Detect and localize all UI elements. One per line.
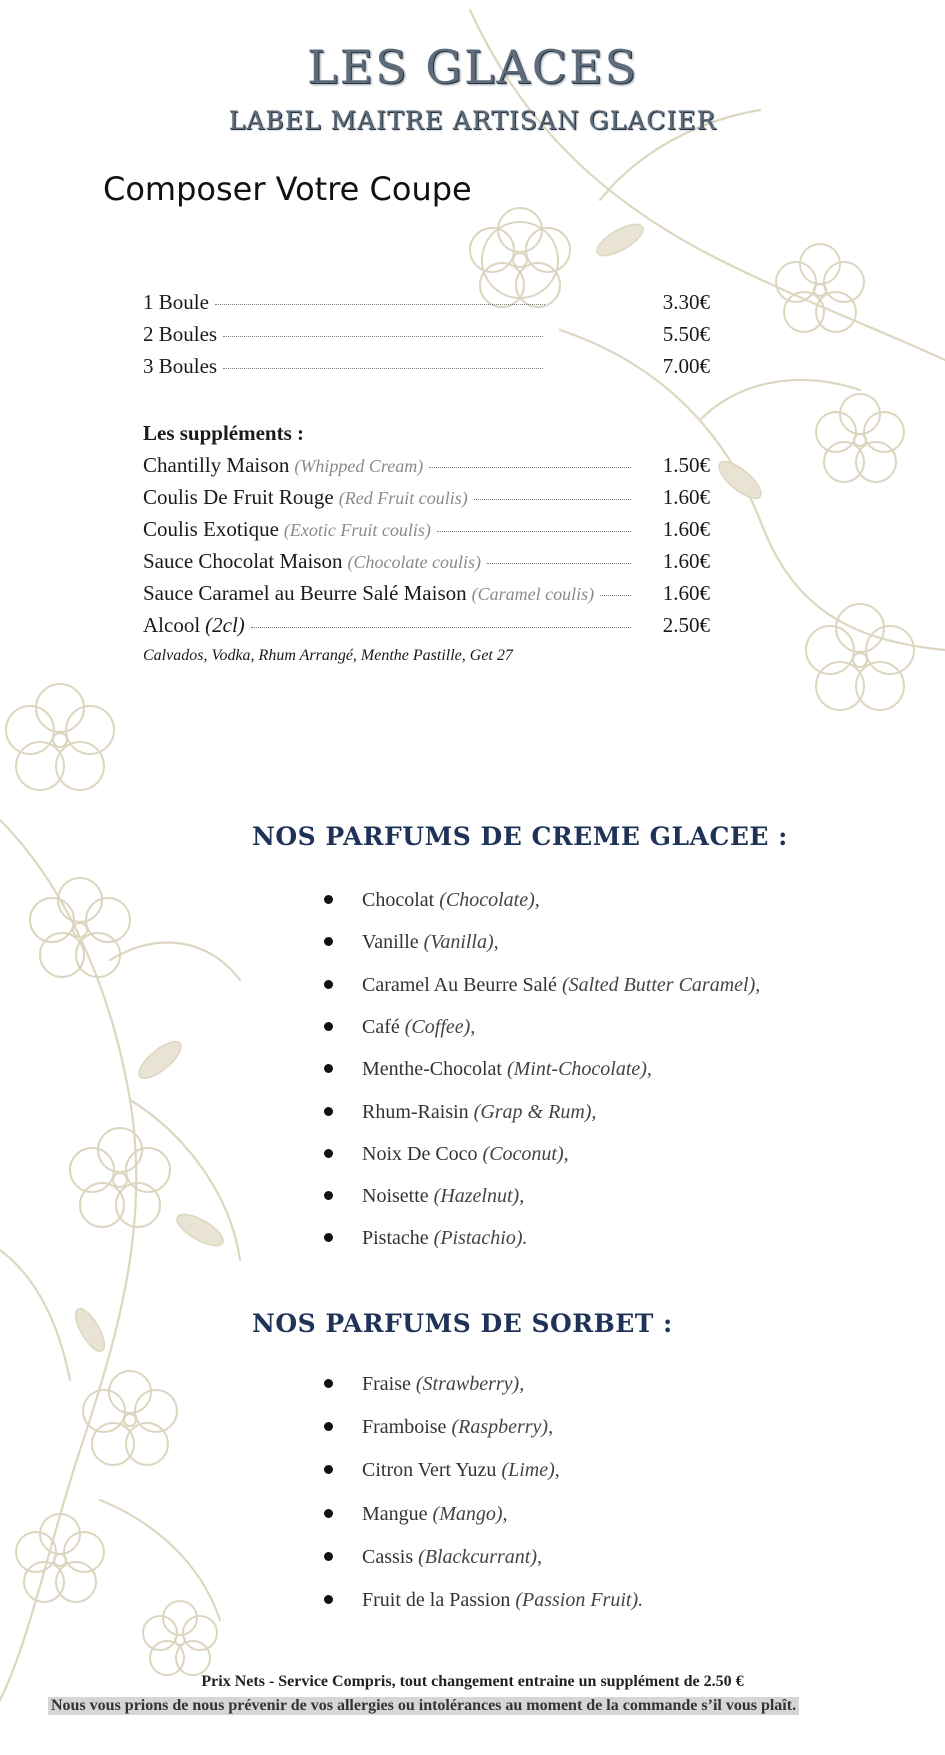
flavour-item [326, 974, 760, 997]
bullet-icon [324, 1064, 333, 1073]
flavour-item [326, 931, 499, 954]
compose-heading: Composer Votre Coupe [103, 170, 472, 208]
flavour-item [326, 1185, 524, 1208]
flavour-translation: (Blackcurrant), [418, 1546, 542, 1568]
flavour-translation: (Vanilla), [423, 931, 499, 953]
row-translation: (Red Fruit coulis) [338, 488, 468, 508]
bullet-icon [324, 1379, 333, 1388]
flavour-item [326, 889, 540, 912]
flavour-name: Mangue [362, 1503, 428, 1525]
flavour-item [326, 1589, 643, 1612]
alcohol-options-note: Calvados, Vodka, Rhum Arrangé, Menthe Pastille, Get 27 [143, 647, 513, 664]
bullet-icon [324, 1552, 333, 1561]
row-label: Coulis De Fruit Rouge [143, 485, 334, 509]
sorbet-flavours-heading: NOS PARFUMS DE SORBET : [252, 1309, 673, 1338]
row-price: 3.30€ [662, 290, 710, 314]
dotted-leader [437, 531, 631, 532]
row-translation: (Chocolate coulis) [347, 552, 481, 572]
dotted-leader [223, 336, 543, 337]
row-translation: (Whipped Cream) [294, 456, 424, 476]
supplement-row [143, 549, 710, 579]
price-row-3-scoops [143, 354, 710, 384]
dotted-leader [487, 563, 631, 564]
flavour-item [326, 1416, 553, 1439]
bullet-icon [324, 980, 333, 989]
bullet-icon [324, 895, 333, 904]
bullet-icon [324, 1233, 333, 1242]
row-translation: (Exotic Fruit coulis) [283, 520, 431, 540]
flavour-translation: (Pistachio). [433, 1227, 528, 1249]
flavour-translation: (Grap & Rum), [473, 1101, 597, 1123]
bullet-icon [324, 1595, 333, 1604]
flavour-name: Citron Vert Yuzu [362, 1459, 497, 1481]
bullet-icon [324, 1191, 333, 1200]
supplement-row [143, 517, 710, 547]
flavour-translation: (Strawberry), [415, 1373, 525, 1395]
supplement-row [143, 581, 710, 611]
row-label: Sauce Caramel au Beurre Salé Maison [143, 581, 467, 605]
row-label: Alcool [143, 613, 201, 637]
bullet-icon [324, 1149, 333, 1158]
flavour-name: Caramel Au Beurre Salé [362, 974, 557, 996]
flavour-translation: (Passion Fruit). [515, 1589, 644, 1611]
flavour-name: Cassis [362, 1546, 414, 1568]
flavour-name: Rhum-Raisin [362, 1101, 469, 1123]
flavour-translation: (Coffee), [404, 1016, 476, 1038]
row-price: 7.00€ [662, 354, 710, 378]
price-row-2-scoops [143, 322, 710, 352]
row-translation: (2cl) [205, 613, 245, 637]
row-label: 2 Boules [143, 322, 218, 346]
footer-price-note: Prix Nets - Service Compris, tout changement entraine un supplément de 2.50 € [201, 1673, 744, 1690]
dotted-leader [474, 499, 631, 500]
row-label: Chantilly Maison [143, 453, 290, 477]
flavour-item [326, 1373, 524, 1396]
bullet-icon [324, 1107, 333, 1116]
flavour-item [326, 1227, 528, 1250]
dotted-leader [223, 368, 543, 369]
flavour-item [326, 1058, 652, 1081]
row-price: 1.50€ [662, 453, 710, 477]
row-price: 1.60€ [662, 549, 710, 573]
flavour-item [326, 1459, 560, 1482]
flavour-name: Menthe-Chocolat [362, 1058, 502, 1080]
bullet-icon [324, 1022, 333, 1031]
row-label: 3 Boules [143, 354, 218, 378]
row-price: 5.50€ [662, 322, 710, 346]
row-price: 1.60€ [662, 581, 710, 605]
flavour-item [326, 1143, 569, 1166]
supplement-row [143, 613, 710, 643]
bullet-icon [324, 1465, 333, 1474]
dotted-leader [600, 595, 631, 596]
row-label: Coulis Exotique [143, 517, 279, 541]
supplement-row [143, 485, 710, 515]
menu-title: LES GLACES [306, 40, 639, 94]
flavour-name: Chocolat [362, 889, 435, 911]
flavour-item [326, 1101, 596, 1124]
flavour-translation: (Mango), [432, 1503, 508, 1525]
flavour-item [326, 1546, 542, 1569]
dotted-leader [215, 304, 545, 305]
price-row-1-scoop [143, 290, 710, 320]
row-label: 1 Boule [143, 290, 209, 314]
flavour-name: Pistache [362, 1227, 429, 1249]
row-price: 1.60€ [662, 485, 710, 509]
bullet-icon [324, 937, 333, 946]
flavour-name: Fruit de la Passion [362, 1589, 511, 1611]
flavour-name: Framboise [362, 1416, 447, 1438]
flavour-name: Noisette [362, 1185, 429, 1207]
flavour-name: Noix De Coco [362, 1143, 478, 1165]
flavour-translation: (Salted Butter Caramel), [561, 974, 761, 996]
bullet-icon [324, 1509, 333, 1518]
supplements-heading: Les suppléments : [143, 421, 305, 445]
dotted-leader [251, 627, 631, 628]
flavour-translation: (Mint-Chocolate), [506, 1058, 652, 1080]
flavour-item [326, 1016, 475, 1039]
footer-allergy-note: Nous vous prions de nous prévenir de vos allergies ou intolérances au moment de la commande s’il vous plaît. [48, 1697, 799, 1715]
row-label: Sauce Chocolat Maison [143, 549, 343, 573]
ice-cream-flavours-heading: NOS PARFUMS DE CREME GLACEE : [252, 822, 788, 851]
flavour-translation: (Coconut), [482, 1143, 569, 1165]
row-price: 1.60€ [662, 517, 710, 541]
bullet-icon [324, 1422, 333, 1431]
flavour-name: Fraise [362, 1373, 411, 1395]
row-translation: (Caramel coulis) [471, 584, 595, 604]
menu-subtitle: LABEL MAITRE ARTISAN GLACIER [228, 106, 717, 135]
flavour-name: Vanille [362, 931, 419, 953]
flavour-translation: (Lime), [501, 1459, 560, 1481]
flavour-translation: (Hazelnut), [433, 1185, 525, 1207]
flavour-item [326, 1503, 508, 1526]
dotted-leader [429, 467, 631, 468]
flavour-translation: (Raspberry), [451, 1416, 554, 1438]
supplement-row [143, 453, 710, 483]
row-price: 2.50€ [662, 613, 710, 637]
flavour-translation: (Chocolate), [439, 889, 540, 911]
flavour-name: Café [362, 1016, 400, 1038]
